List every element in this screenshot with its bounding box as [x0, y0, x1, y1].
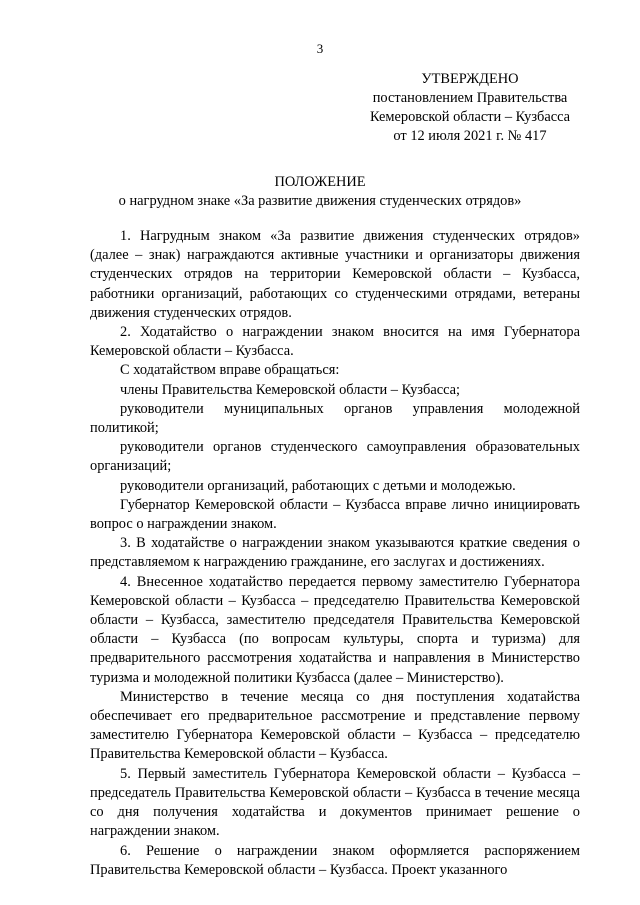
- approval-line: Кемеровской области – Кузбасса: [369, 109, 571, 125]
- paragraph: Губернатор Кемеровской области – Кузбасса вправе лично инициировать вопрос о награждении знаком.: [90, 496, 580, 533]
- paragraph: руководители органов студенческого самоуправления образовательных организаций;: [90, 439, 580, 475]
- paragraph: руководители муниципальных органов управления молодежной политикой;: [90, 400, 580, 437]
- document-body: [90, 227, 580, 880]
- paragraph: С ходатайством вправе обращаться:: [120, 362, 340, 379]
- approval-line: УТВЕРЖДЕНО: [421, 71, 519, 87]
- paragraph: члены Правительства Кемеровской области – Кузбасса;: [120, 381, 461, 398]
- approval-line: от 12 июля 2021 г. № 417: [393, 128, 547, 144]
- paragraph: 5. Первый заместитель Губернатора Кемеровской области – Кузбасса – председатель Правительства Кемеровской области – Кузбасса в течение месяца со дня получения ходатайства и документов принимает решение о награждении знаком.: [90, 765, 580, 840]
- approval-line: постановлением Правительства: [372, 90, 568, 106]
- paragraph: 2. Ходатайство о награждении знаком вносится на имя Губернатора Кемеровской области – Кузбасса.: [90, 324, 580, 360]
- paragraph: 6. Решение о награждении знаком оформляется распоряжением Правительства Кемеровской области – Кузбасса. Проект указанного: [90, 842, 580, 878]
- paragraph: Министерство в течение месяца со дня поступления ходатайства обеспечивает его предварительное рассмотрение и представление первому заместителю Губернатора Кемеровской области – Кузбасса – председателю Правительства Кемеровской области – Кузбасса.: [90, 688, 580, 763]
- paragraph: руководители организаций, работающих с детьми и молодежью.: [120, 477, 516, 494]
- title-heading: ПОЛОЖЕНИЕ: [274, 174, 366, 190]
- page-number: 3: [316, 41, 324, 56]
- paragraph: 4. Внесенное ходатайство передается первому заместителю Губернатора Кемеровской области – Кузбасса – председателю Правительства Кемеровской области – Кузбасса, заместителю председателя Правительства Кемеровской области – Кузбасса (по вопросам культуры, спорта и туризма) для предварительного рассмотрения ходатайства и направления в Министерство туризма и молодежной политики Кузбасса (далее – Министерство).: [90, 573, 580, 686]
- paragraph: 1. Нагрудным знаком «За развитие движения студенческих отрядов» (далее – знак) награждаются активные участники и организаторы движения студенческих отрядов на территории Кемеровской области – Кузбасса, работники организаций, работающих со студенческими отрядами, ветераны движения студенческих отрядов.: [90, 228, 580, 321]
- approval-stamp: [330, 70, 610, 146]
- document-title: [60, 173, 580, 211]
- paragraph: 3. В ходатайстве о награждении знаком указываются краткие сведения о представляемом к награждению гражданине, его заслугах и достижениях.: [90, 535, 580, 571]
- title-subtitle: о нагрудном знаке «За развитие движения студенческих отрядов»: [118, 193, 522, 209]
